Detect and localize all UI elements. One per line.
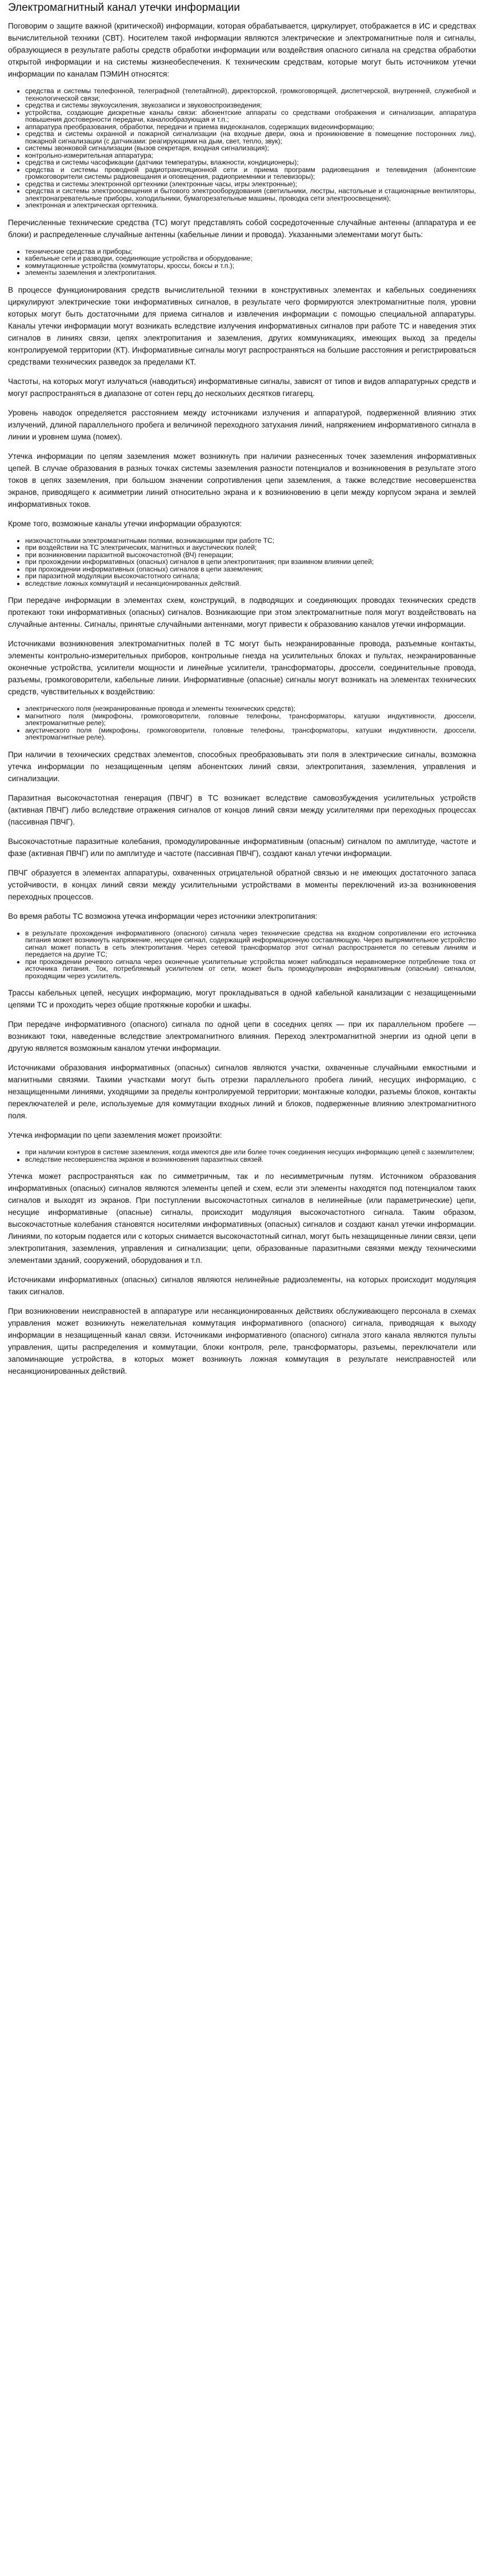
list-item: • при паразитной модуляции высокочастотного сигнала; <box>25 573 476 580</box>
list-item: • средства и системы звукоусиления, звукозаписи и звуковоспроизведения; <box>25 102 476 109</box>
list-item: • электрического поля (неэкранированные провода и элементы технических средств); <box>25 705 476 713</box>
paragraph-cable-routes: Трассы кабельных цепей, несущих информацию, могут прокладываться в одной кабельной канализации с незащищенными цепями ТС и проходить через общие протяжные коробки и шкафы. <box>8 989 476 1009</box>
paragraph-pvchg: Паразитная высокочастотная генерация (ПВЧГ) в ТС возникает вследствие самовозбуждения усилительных устройств (активная ПВЧГ) либо вследствие отражения сигналов от концов линий связи между усилителями при переходных процессах (пассивная ПВЧГ). <box>8 793 476 826</box>
paragraph-grounding-leak: Утечка информации по цепям заземления может возникнуть при наличии разнесенных точек заземления информативных цепей. В случае образования в разных точках системы заземления разности потенциалов и возникновения в результате этого токов в цепях заземления, при большом значении сопротивления цепи заземления, а также вследствие несовершенства экранов, приводящего к асимметрии линий относительно экрана и к возникновению в цепи между корпусом экрана и землей информативных токов. <box>8 451 476 509</box>
list-item: • средства и системы охранной и пожарной сигнализации (на входные двери, окна и проникновение в помещение посторонних лиц), пожарной сигнализации (с датчиками: реагирующими на дым, свет, тепло, звук); <box>25 130 476 145</box>
paragraph-ground-leak: Утечка информации по цепи заземления может произойти: <box>8 1131 222 1139</box>
list-item: • средства и системы проводной радиотрансляционной сети и приема программ радиовещания и телевидения (абонентские громкоговорители системы радиовещания и оповещения, радиоприемники и телевизоры); <box>25 166 476 181</box>
list-item: • в результате прохождения информативного (опасного) сигнала через технические средства на входном сопротивлении его источника питания может возникнуть напряжение, несущее сигнал, содержащий информационную составляющую. Через выпрямительное устройство сигнал может попасть в сеть электропитания. Через сетевой трансформатор этот сигнал распространяется по сетевым линиям и передается на другие ТС; <box>25 930 476 958</box>
paragraph-coupling-sources: Источниками образования информативных (опасных) сигналов являются участки, охваченные случайными емкостными и магнитными связями. Такими участками могут быть отрезки параллельного пробега линий, несущих информацию, с незащищенными линиями, уходящими за пределы контролируемой территории; монтажные колодки, разъемы блоков, контакты переключателей и реле, используемые для коммутации входных линий и блоков, подверженные влиянию электромагнитного поля. <box>8 1063 476 1120</box>
list-item: • средства и системы телефонной, телеграфной (телетайпной), директорской, громкоговорящей, диспетчерской, внутренней, служебной и технологической связи; <box>25 87 476 102</box>
paragraph-other-channels: Кроме того, возможные каналы утечки информации образуются: <box>8 519 242 528</box>
paragraph-power-supply: Во время работы ТС возможна утечка информации через источники электропитания: <box>8 911 318 921</box>
list-other-channels <box>8 537 476 587</box>
list-item: • низкочастотными электромагнитными полями, возникающими при работе ТС; <box>25 537 476 545</box>
list-leak-sources <box>8 87 476 209</box>
paragraph-nonlinear-elements: Источниками информативных (опасных) сигналов являются нелинейные радиоэлементы, на которых происходит модуляция таких сигналов. <box>8 1275 476 1296</box>
list-item: • при возникновении паразитной высокочастотной (ВЧ) генерации; <box>25 551 476 559</box>
paragraph-interference-level: Уровень наводок определяется расстоянием между источниками излучения и аппаратурой, подверженной влиянию этих излучений, длиной параллельного пробега и величиной переходного затухания линий, напряжением информативного сигнала в линии и уровнем шума (помех). <box>8 408 476 441</box>
paragraph-leak-paths: Утечка может распространяться как по симметричным, так и по несимметричным путям. Источником образования информативных (опасных) сигналов являются элементы цепей и схем, если эти элементы находятся под потенциалом таких сигналов и выходят из экранов. При поступлении высокочастотных сигналов в нелинейные (или параметрические) цепи, несущие информативные (опасные) сигналы, происходит модуляция высокочастотного сигнала. Таким образом, высокочастотные колебания становятся носителями информативных (опасных) сигналов и создают канал утечки информации. Линиями, по которым подается или с которых снимается высокочастотный сигнал, могут быть незащищенные линии связи, цепи электропитания, заземления, управления и сигнализации; цепи, образованные паразитными связями между техническими элементами зданий, сооружений, оборудования и т.п. <box>8 1172 476 1265</box>
list-item: • при наличии контуров в системе заземления, когда имеются две или более точек соединения несущих информацию цепей с заземлителем; <box>25 1149 476 1156</box>
list-item: • вследствие несовершенства экранов и возникновения паразитных связей. <box>25 1156 476 1163</box>
list-sensitive-elements <box>8 705 476 741</box>
paragraph-false-switching: При возникновении неисправностей в аппаратуре или несанкционированных действиях обслуживающего персонала в схемах управления может возникнуть нежелательная коммутация информативного (опасного) сигнала, приводящая к выходу информации в незащищенный канал связи. Источниками информативного (опасного) сигнала этого канала являются пульты управления, щиты распределения и коммутации, блоки контроля, реле, трансформаторы, разъемы, переключатели или запоминающие устройства, в которых может возникнуть ложная коммутация в результате неисправностей или несанкционированных действий. <box>8 1307 476 1375</box>
paragraph-functioning: В процессе функционирования средств вычислительной техники в конструктивных элементах и кабельных соединениях циркулируют электрические токи информативных сигналов, в результате чего формируются электромагнитные поля, уровни которых могут быть достаточными для приема сигналов и извлечения информации с помощью специальной аппаратуры. Каналы утечки информации могут возникать вследствие излучения информативных сигналов при работе ТС и наведения этих сигналов в линиях связи, цепях электропитания и заземления, других коммуникациях, имеющих выход за пределы контролируемой территории (КТ). Информативные сигналы могут распространяться на большие расстояния и регистрироваться средствами технических разведок за пределами КТ. <box>8 285 476 366</box>
paragraph-frequencies: Частоты, на которых могут излучаться (наводиться) информативные сигналы, зависят от типов и видов аппаратурных средств и могут распространяться в диапазоне от сотен герц до нескольких десятков гигагерц. <box>8 377 476 398</box>
page-title: Электромагнитный канал утечки информации <box>8 2 240 14</box>
list-item: • устройства, создающие дискретные каналы связи: абонентские аппараты со средствами отображения и сигнализации, аппаратура повышения достоверности передачи, каналообразующая и т.п.; <box>25 109 476 123</box>
list-antenna-elements <box>8 248 476 277</box>
paragraph-field-sources: Источниками возникновения электромагнитных полей в ТС могут быть неэкранированные провода, разъемные контакты, элементы контрольно-измерительных приборов, контрольные гнезда на усилительных блоках и пультах, неэкранированные оконечные устройства, усилители мощности и линейные усилители, трансформаторы, дроссели, соединительные провода, разъемы, громкоговорители, кабельные линии. Информативные (опасные) сигналы могут возникать на элементах технических средств, чувствительных к воздействию: <box>8 639 476 696</box>
article <box>0 2 484 1390</box>
paragraph-pvchg-origin: ПВЧГ образуется в элементах аппаратуры, охваченных отрицательной обратной связью и не имеющих достаточного запаса устойчивости, в концах линий связи между усилительными устройствами в моменты переключений из-за возникновения переходных процессов. <box>8 868 476 901</box>
list-item: • при прохождении речевого сигнала через оконечные усилительные устройства может наблюдаться неравномерное потребление тока от источника питания. Ток, потребляемый усилителем от сети, может быть промодулирован информативным (опасным) сигналом, проходящим через усилитель. <box>25 958 476 980</box>
list-item: • элементы заземления и электропитания. <box>25 269 476 277</box>
list-item: • кабельные сети и разводки, соединяющие устройства и оборудование; <box>25 255 476 262</box>
list-item: • акустического поля (микрофоны, громкоговорители, головные телефоны, трансформаторы, катушки индуктивности, дроссели, электромагнитные реле). <box>25 727 476 741</box>
list-item: • технические средства и приборы; <box>25 248 476 255</box>
list-ground-leaks <box>8 1149 476 1163</box>
list-item: • средства и системы электронной оргтехники (электронные часы, игры электронные); <box>25 181 476 188</box>
paragraph-intro: Поговорим о защите важной (критической) информации, которая обрабатывается, циркулирует, отображается в ИС и средствах вычислительной техники (СВТ). Носителем такой информации являются электрические и электромагнитные поля и сигналы, образующиеся в результате работы средств обработки информации или воздействия опасного сигнала на средства обработки открытой информации и на системы жизнеобеспечения. К техническим средствам, которые могут быть источником утечки информации по каналам ПЭМИН относятся: <box>8 22 476 78</box>
list-item: • вследствие ложных коммутаций и несанкционированных действий. <box>25 580 476 587</box>
list-item: • при прохождении информативных (опасных) сигналов в цепи электропитания; при взаимном влиянии цепей; <box>25 558 476 566</box>
list-power-supply-leaks <box>8 930 476 980</box>
list-item: • при воздействии на ТС электрических, магнитных и акустических полей; <box>25 544 476 551</box>
list-item: • контрольно-измерительная аппаратура; <box>25 152 476 159</box>
paragraph-random-antennas: Перечисленные технические средства (ТС) могут представлять собой сосредоточенные случайные антенны (аппаратура и ее блоки) и распределенные случайные антенны (кабельные линии и провода). Указанными элементами могут быть: <box>8 218 476 239</box>
list-item: • аппаратура преобразования, обработки, передачи и приема видеоканалов, содержащих видеоинформацию; <box>25 123 476 131</box>
paragraph-crosstalk: При передаче информативного (опасного) сигнала по одной цепи в соседних цепях — при их параллельном пробеге — возникают токи, наведенные вследствие электромагнитного влияния. Переход электромагнитной энергии из одной цепи в другую является возможным каналом утечки информации. <box>8 1020 476 1053</box>
list-item: • системы звонковой сигнализации (вызов секретаря, входная сигнализация); <box>25 145 476 152</box>
list-item: • средства и системы часофикации (датчики температуры, влажности, кондиционеры); <box>25 159 476 166</box>
list-item: • магнитного поля (микрофоны, громкоговорители, головные телефоны, трансформаторы, катушки индуктивности, дроссели, электромагнитные реле); <box>25 713 476 727</box>
paragraph-converters: При наличии в технических средствах элементов, способных преобразовывать эти поля в электрические сигналы, возможна утечка информации по незащищенным цепям абонентских линий связи, электропитания, заземления, управления и сигнализации. <box>8 750 476 783</box>
list-item: • коммутационные устройства (коммутаторы, кроссы, боксы и т.п.); <box>25 262 476 270</box>
list-item: • при прохождении информативных (опасных) сигналов в цепи заземления; <box>25 566 476 573</box>
paragraph-hf-oscillations: Высокочастотные паразитные колебания, промодулированные информативным (опасным) сигналом по амплитуде, частоте и фазе (активная ПВЧГ) или по амплитуде и частоте (пассивная ПВЧГ), создают канал утечки информации. <box>8 837 476 858</box>
list-item: • средства и системы электроосвещения и бытового электрооборудования (светильники, люстры, настольные и стационарные вентиляторы, электронагревательные приборы, холодильники, бумагорезательные машины, проводка сети электроосвещения); <box>25 187 476 202</box>
paragraph-signal-transfer: При передаче информации в элементах схем, конструкций, в подводящих и соединяющих проводах технических средств протекают токи информативных (опасных) сигналов. Возникающие при этом электромагнитные поля могут воздействовать на случайные антенны. Сигналы, принятые случайными антеннами, могут привести к образованию каналов утечки информации. <box>8 596 476 629</box>
list-item: • электронная и электрическая оргтехника. <box>25 202 476 209</box>
